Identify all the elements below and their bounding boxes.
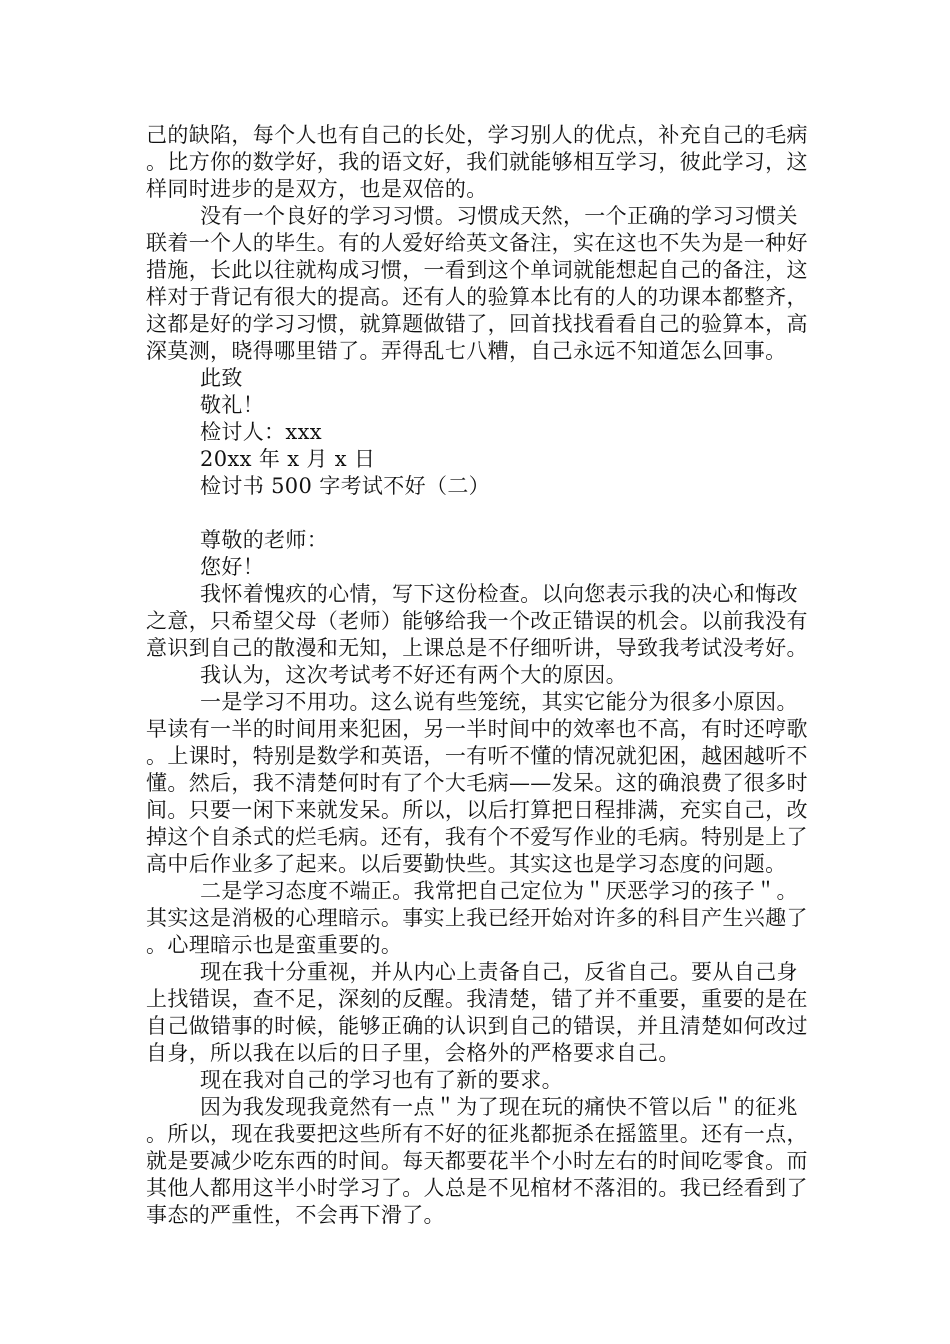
section-title: 检讨书 500 字考试不好（二） [200, 474, 491, 498]
paragraph: 没有一个良好的学习习惯。习惯成天然，一个正确的学习习惯关联着一个人的毕生。有的人爱好给英文备注，实在这也不失为是一种好措施，长此以往就构成习惯，一看到这个单词就能想起自己的备注，这样对于背记有很大的提高。还有人的验算本比有的人的功课本都整齐，这都是好的学习习惯，就算题做错了，回首找找看看自己的验算本，高深莫测，晓得哪里错了。弄得乱七八糟，自己永远不知道怎么回事。 [146, 204, 808, 363]
date: 20xx 年 x 月 x 日 [200, 447, 376, 471]
closing-regards: 敬礼！ [200, 393, 265, 417]
paragraph: 我认为，这次考试考不好还有两个大的原因。 [200, 663, 627, 687]
blank-line [146, 500, 818, 527]
greeting: 您好！ [200, 555, 265, 579]
paragraph: 我怀着愧疚的心情，写下这份检查。以向您表示我的决心和悔改之意，只希望父母（老师）能够给我一个改正错误的机会。以前我没有意识到自己的散漫和无知，上课总是不仔细听讲，导致我考试没考好。 [146, 582, 808, 660]
paragraph: 二是学习态度不端正。我常把自己定位为＂厌恶学习的孩子＂。其实这是消极的心理暗示。事实上我已经开始对许多的科目产生兴趣了。心理暗示也是蛮重要的。 [146, 879, 808, 957]
paragraph: 一是学习不用功。这么说有些笼统，其实它能分为很多小原因。早读有一半的时间用来犯困，另一半时间中的效率也不高，有时还哼歌。上课时，特别是数学和英语，一有听不懂的情况就犯困，越困越听不懂。然后，我不清楚何时有了个大毛病——发呆。这的确浪费了很多时间。只要一闲下来就发呆。所以，以后打算把日程排满，充实自己，改掉这个自杀式的烂毛病。还有，我有个不爱写作业的毛病。特别是上了高中后作业多了起来。以后要勤快些。其实这也是学习态度的问题。 [146, 690, 808, 876]
paragraph: 己的缺陷，每个人也有自己的长处，学习别人的优点，补充自己的毛病。比方你的数学好，我的语文好，我们就能够相互学习，彼此学习，这样同时进步的是双方，也是双倍的。 [146, 123, 808, 201]
paragraph: 现在我十分重视，并从内心上责备自己，反省自己。要从自己身上找错误，查不足，深刻的反醒。我清楚，错了并不重要，重要的是在自己做错事的时候，能够正确的认识到自己的错误，并且清楚如何改过自身，所以我在以后的日子里，会格外的严格要求自己。 [146, 960, 808, 1065]
greeting-recipient: 尊敬的老师： [200, 528, 329, 552]
signature: 检讨人：xxx [200, 420, 322, 444]
paragraph: 现在我对自己的学习也有了新的要求。 [200, 1068, 563, 1092]
closing-salutation: 此致 [200, 366, 243, 390]
paragraph: 因为我发现我竟然有一点＂为了现在玩的痛快不管以后＂的征兆。所以，现在我要把这些所有不好的征兆都扼杀在摇篮里。还有一点，就是要减少吃东西的时间。每天都要花半个小时左右的时间吃零食。而其他人都用这半小时学习了。人总是不见棺材不落泪的。我已经看到了事态的严重性，不会再下滑了。 [146, 1095, 808, 1227]
document-body [146, 122, 818, 1229]
